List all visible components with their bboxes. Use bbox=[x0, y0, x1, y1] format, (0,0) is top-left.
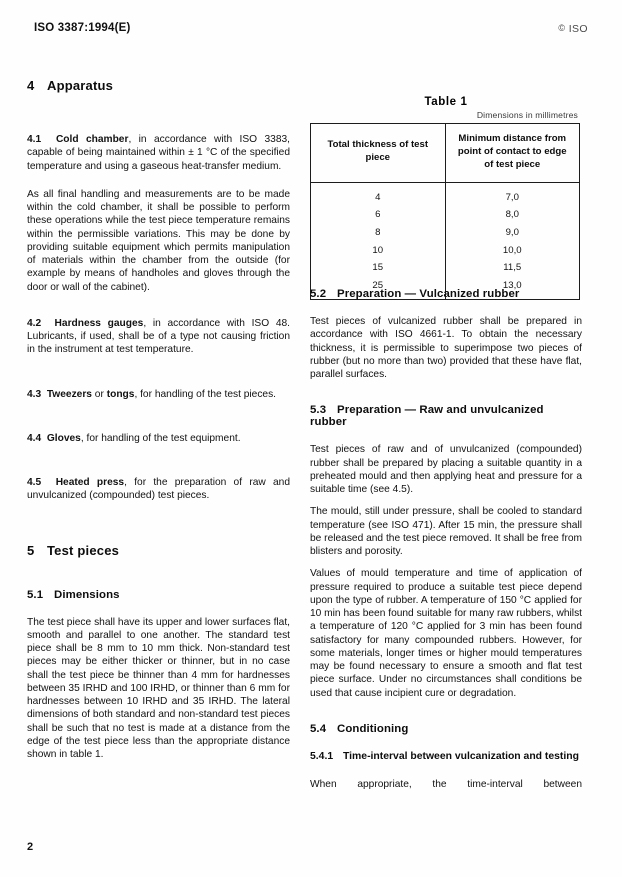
paragraph-5-3-1: Test pieces of raw and of unvulcanized (compounded) rubber shall be prepared by placing a suitable quantity in a preheated mould and then applying heat and pressure for a suitable time (see 4.5). bbox=[310, 444, 582, 495]
paragraph-4-1 bbox=[27, 133, 290, 173]
paragraph-4-3 bbox=[27, 388, 290, 401]
page-number: 2 bbox=[27, 841, 34, 853]
copyright-label: ISO bbox=[568, 23, 588, 35]
cell-thickness: 15 bbox=[311, 259, 446, 277]
clause-4-2-text: , in accordance with ISO 48. Lubricants, if used, shall be of a type not causing friction in the instrument at test temperature. bbox=[27, 317, 290, 356]
cell-distance: 10,0 bbox=[445, 242, 580, 260]
heading-clause-5-4-1-title: Time-interval between vulcanization and testing bbox=[343, 750, 579, 762]
heading-clause-5-4-1: 5.4.1 Time-interval between vulcanization and testing bbox=[310, 750, 579, 762]
paragraph-5-2: Test pieces of vulcanized rubber shall be prepared in accordance with ISO 4661-1. To obtain the necessary thickness, it is permissible to superimpose two pieces of rubber (but no more than two) provided that these have flat, parallel surfaces. bbox=[310, 316, 582, 380]
table-row bbox=[311, 224, 580, 242]
right-column bbox=[310, 288, 582, 791]
clause-4-1-text: , in accordance with ISO 3383, capable of being maintained within ± 1 °C of the specified temperature and using a gaseous heat-transfer medium. bbox=[27, 134, 290, 172]
cell-distance: 7,0 bbox=[445, 182, 580, 206]
iso-copyright bbox=[558, 23, 588, 35]
heading-clause-5-4: 5.4 Conditioning bbox=[310, 722, 409, 735]
table-row bbox=[311, 182, 580, 206]
table-row bbox=[311, 259, 580, 277]
clause-4-4-term: Gloves bbox=[46, 432, 81, 444]
clause-4-3-text: , for handling of the test pieces. bbox=[134, 388, 277, 400]
cell-thickness: 25 bbox=[311, 277, 446, 300]
page-header bbox=[34, 22, 588, 40]
heading-clause-5-2: 5.2 Preparation — Vulcanized rubber bbox=[310, 288, 520, 300]
left-column bbox=[27, 78, 290, 761]
paragraph-5-3-2: The mould, still under pressure, shall be cooled to standard temperature (see ISO 471). After 15 min, the pressure shall be released and the test piece removed. It shall be free from blisters and porosity. bbox=[310, 506, 582, 557]
clause-4-1-number: 4.1 bbox=[27, 134, 42, 145]
table-body bbox=[311, 182, 580, 300]
heading-clause-5-1-title: Dimensions bbox=[54, 588, 120, 601]
clause-4-5-text: , for the preparation of raw and unvulcanized (compounded) test pieces. bbox=[27, 477, 290, 502]
table-header-thickness: Total thickness of test piece bbox=[311, 124, 446, 183]
heading-clause-5-4-title: Conditioning bbox=[337, 722, 409, 735]
heading-clause-5: 5 Test pieces bbox=[27, 542, 120, 558]
heading-clause-5-3: 5.3 Preparation — Raw and unvulcanized rubber bbox=[310, 404, 544, 429]
heading-clause-5-1: 5.1 Dimensions bbox=[27, 588, 120, 601]
paragraph-5-3-3: Values of mould temperature and time of application of pressure required to produce a suitable test piece depend upon the type of rubber. A temperature of 150 °C applied for 10 min has been found suitable for many raw rubbers, whilst a temperature of 120 °C applied for 3 min has been found satisfactory for many compounded rubbers. However, for some materials, longer times or higher mould temperatures may be found necessary to ensure a smooth and flat test piece surface. Under no circumstances shall conditions be used that cause incipient cure or degradation. bbox=[310, 568, 582, 699]
cell-distance: 13,0 bbox=[445, 277, 580, 300]
heading-clause-5-title: Test pieces bbox=[47, 542, 120, 558]
paragraph-5-4-1: When appropriate, the time-interval between bbox=[310, 779, 582, 791]
heading-clause-4-title: Apparatus bbox=[47, 78, 114, 93]
clause-4-2-number: 4.2 bbox=[27, 317, 42, 329]
cell-distance: 11,5 bbox=[445, 259, 580, 277]
clause-4-3-conjunction: or bbox=[91, 388, 107, 400]
clause-4-2-term: Hardness gauges bbox=[54, 317, 144, 329]
paragraph-5-1: The test piece shall have its upper and lower surfaces flat, smooth and parallel to one another. The standard test piece shall be 8 mm to 10 mm thick. Non-standard test pieces may be either thicker or thinner, but in no case shall the test piece be thinner than 4 mm for hardnesses between 35 IRHD and 100 IRHD, or thinner than 6 mm for hardnesses between 10 IRHD and 35 IRHD. The lateral dimensions of both standard and non-standard test pieces shall be such that no test is made at a distance from the edge of the test piece less than the appropriate distance shown in table 1. bbox=[27, 616, 290, 760]
clause-4-1-term: Cold chamber bbox=[55, 134, 129, 145]
copyright-icon: © bbox=[558, 23, 566, 33]
cell-thickness: 10 bbox=[311, 242, 446, 260]
heading-clause-5-2-title: Preparation — Vulcanized rubber bbox=[337, 288, 520, 300]
table-row bbox=[311, 206, 580, 224]
clause-4-4-text: , for handling of the test equipment. bbox=[80, 432, 241, 444]
table-row bbox=[311, 242, 580, 260]
table-header-row bbox=[311, 124, 580, 183]
paragraph-4-5 bbox=[27, 476, 290, 503]
heading-clause-4: 4 Apparatus bbox=[27, 78, 114, 93]
clause-4-3-term2: tongs bbox=[106, 388, 135, 400]
table-header-distance: Minimum distance from point of contact to edge of test piece bbox=[445, 124, 580, 183]
cell-distance: 8,0 bbox=[445, 206, 580, 224]
heading-clause-5-3-title: Preparation — Raw and unvulcanized rubber bbox=[310, 404, 544, 429]
table-1-block bbox=[310, 96, 582, 300]
paragraph-4-2 bbox=[27, 317, 290, 357]
cell-distance: 9,0 bbox=[445, 224, 580, 242]
cell-thickness: 8 bbox=[311, 224, 446, 242]
clause-4-3-number: 4.3 bbox=[27, 388, 42, 400]
document-reference: ISO 3387:1994(E) bbox=[34, 22, 131, 34]
table-caption: Table 1 bbox=[424, 96, 468, 108]
clause-4-3-term: Tweezers bbox=[46, 388, 92, 400]
paragraph-4-4 bbox=[27, 432, 290, 445]
clause-4-5-term: Heated press bbox=[55, 477, 125, 488]
cell-thickness: 4 bbox=[311, 182, 446, 206]
clause-4-5-number: 4.5 bbox=[27, 477, 42, 488]
table-units-note: Dimensions in millimetres bbox=[476, 110, 578, 120]
clause-4-4-number: 4.4 bbox=[27, 432, 42, 444]
paragraph-4-1-continued: As all final handling and measurements are to be made within the cold chamber, it shall be possible to perform these operations while the test piece temperature remains within the permissible variations. This may be done by providing suitable equipment which permits manipulation of materials within the chamber from the outside (for example by means of handholes and gloves through the door or wall of the cabinet). bbox=[27, 188, 290, 293]
table-1 bbox=[310, 123, 580, 300]
cell-thickness: 6 bbox=[311, 206, 446, 224]
